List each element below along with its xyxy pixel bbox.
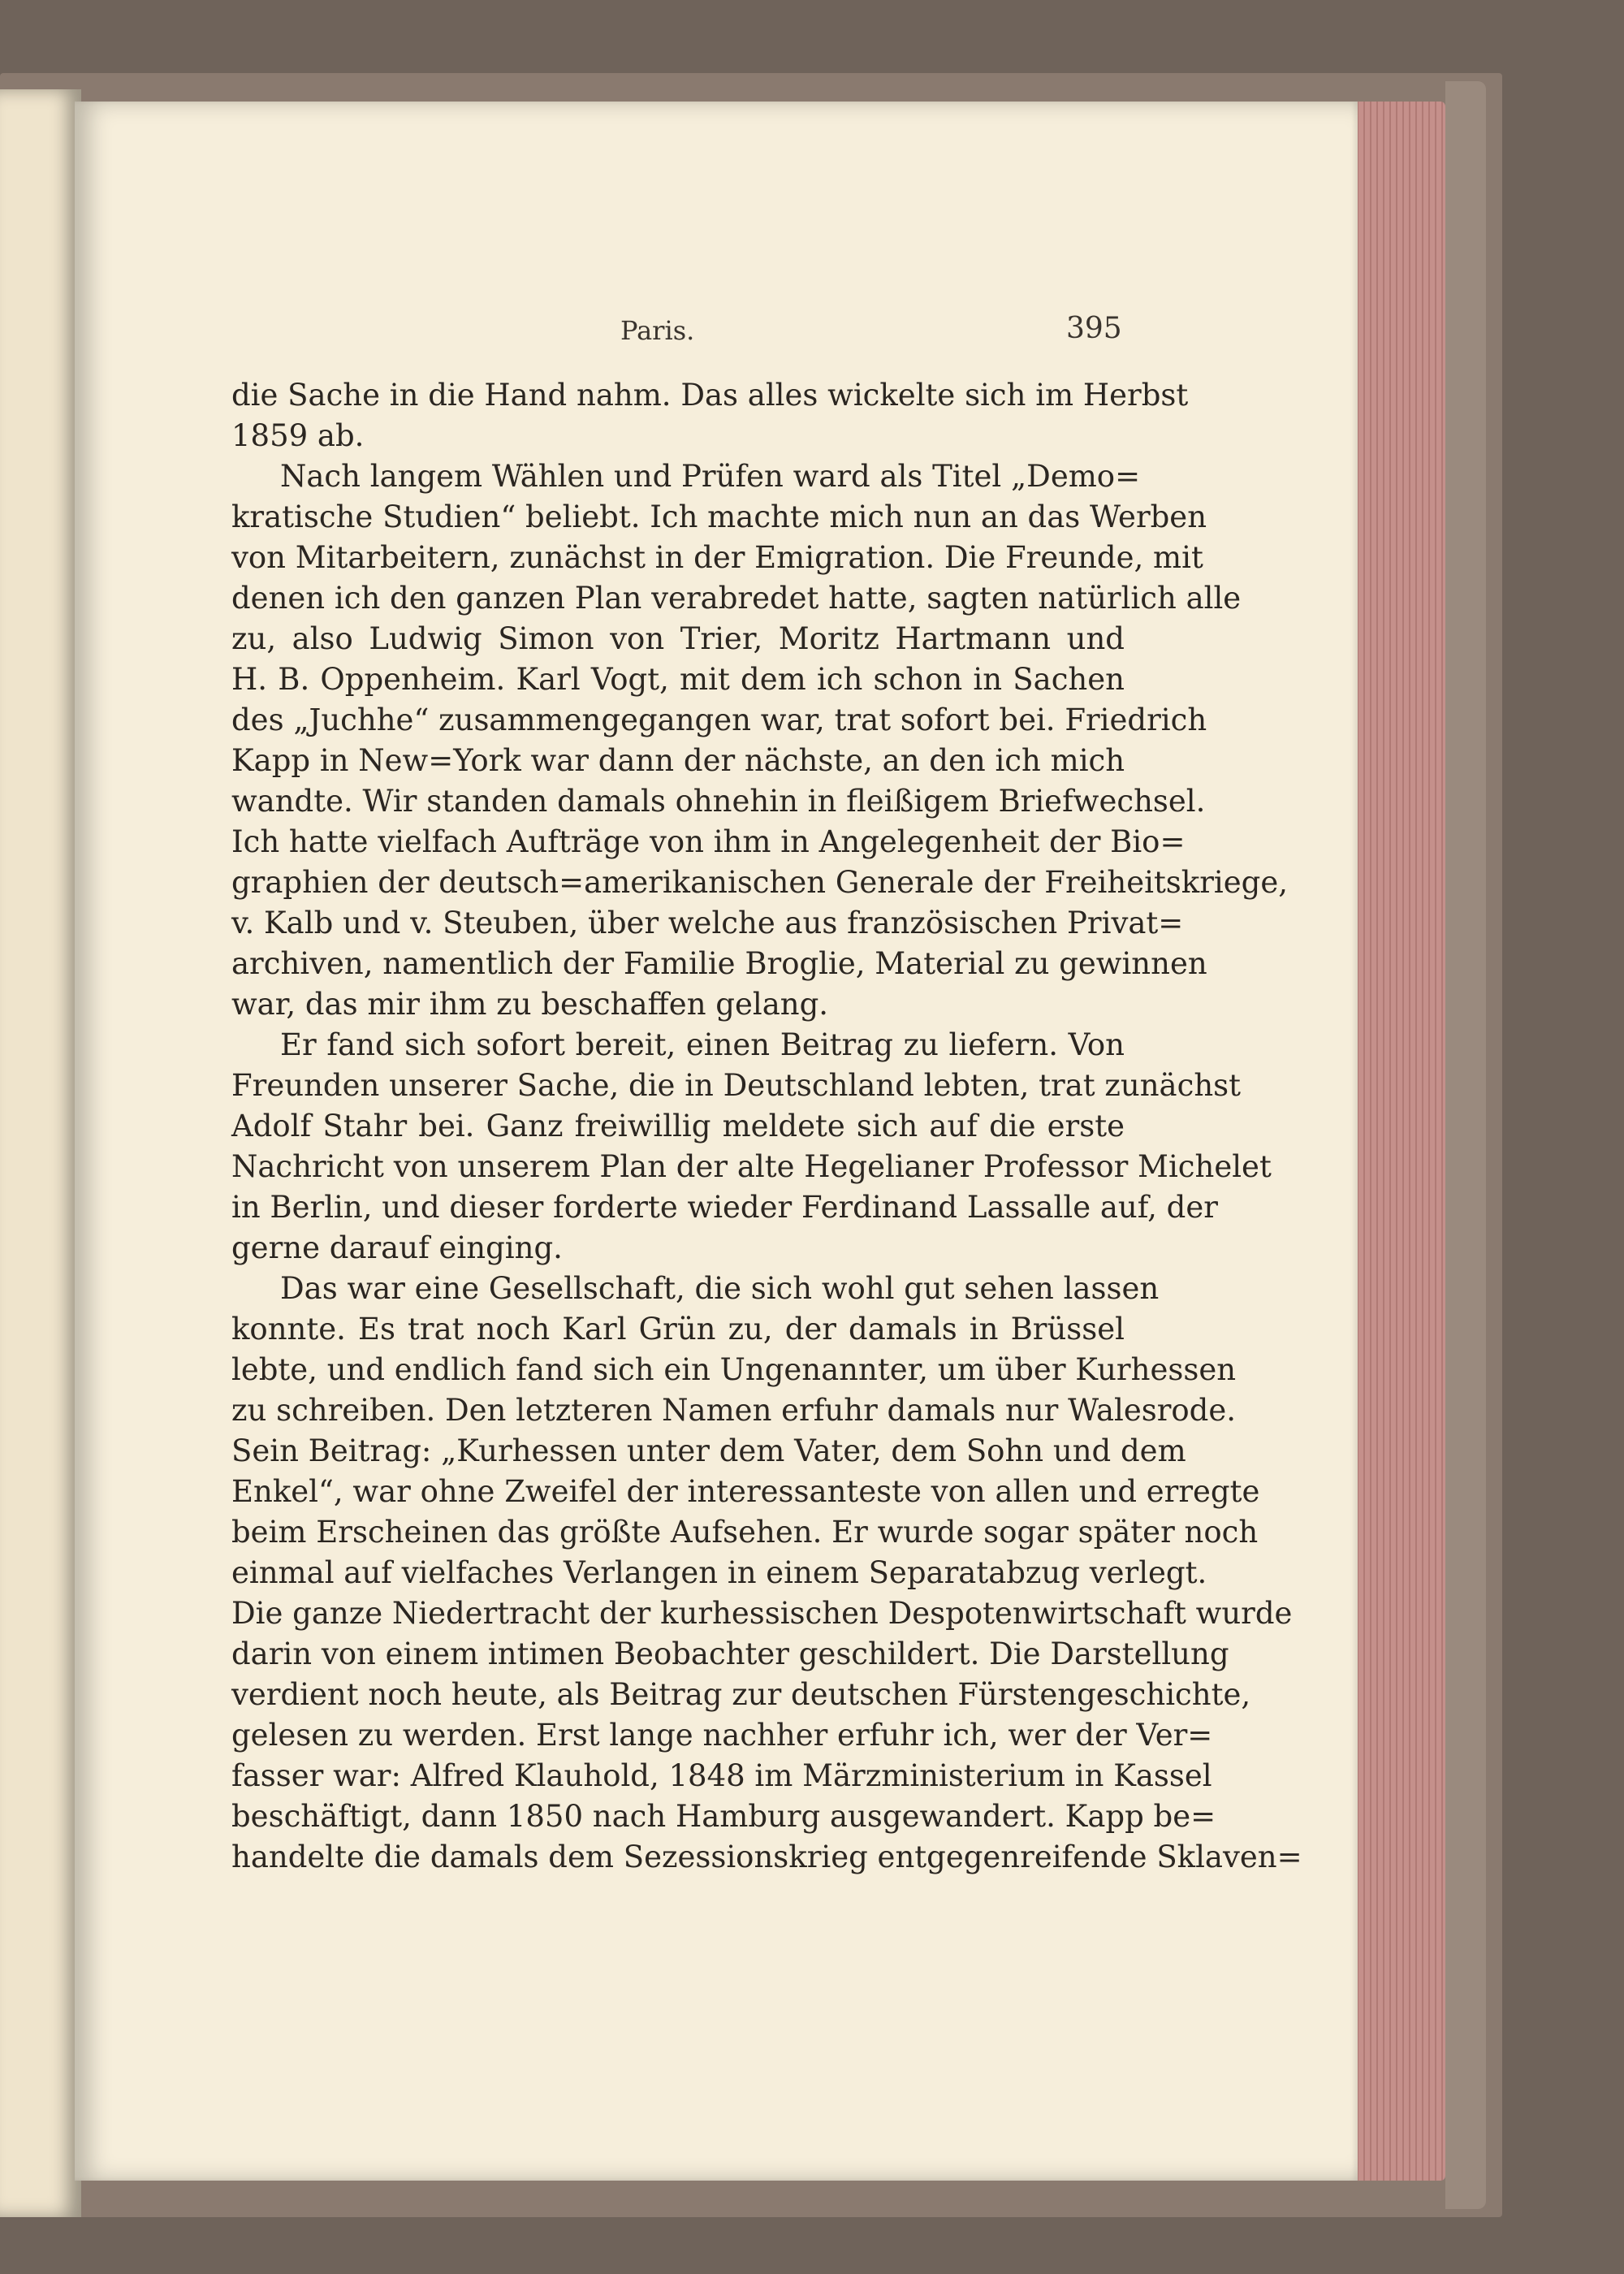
text-line: Nachricht von unserem Plan der alte Hegelianer Professor Michelet: [231, 1149, 1272, 1184]
text-line: darin von einem intimen Beobachter geschildert. Die Darstellung: [231, 1636, 1229, 1671]
text-line: archiven, namentlich der Familie Broglie, Material zu gewinnen: [231, 946, 1207, 981]
left-page-edge: [0, 89, 81, 2217]
text-line: gerne darauf einging.: [231, 1230, 563, 1265]
text-line: des „Juchhe“ zusammengegangen war, trat sofort bei. Friedrich: [231, 703, 1207, 737]
text-line: verdient noch heute, als Beitrag zur deutschen Fürstengeschichte,: [231, 1677, 1251, 1712]
running-header: Paris.: [620, 315, 695, 346]
text-line: Sein Beitrag: „Kurhessen unter dem Vater, dem Sohn und dem: [231, 1433, 1186, 1468]
text-line: Die ganze Niedertracht der kurhessischen Despotenwirtschaft wurde: [231, 1596, 1293, 1631]
text-line: handelte die damals dem Sezessionskrieg entgegenreifende Sklaven=: [231, 1840, 1302, 1874]
text-line: lebte, und endlich fand sich ein Ungenannter, um über Kurhessen: [231, 1352, 1237, 1387]
text-line: Er fand sich sofort bereit, einen Beitrag zu liefern. Von: [280, 1027, 1125, 1062]
text-line: in Berlin, und dieser forderte wieder Ferdinand Lassalle auf, der: [231, 1190, 1218, 1225]
text-line: zu schreiben. Den letzteren Namen erfuhr damals nur Walesrode.: [231, 1393, 1237, 1428]
text-line: Adolf Stahr bei. Ganz freiwillig meldete sich auf die erste: [231, 1109, 1125, 1143]
book-cover-edge: [1445, 81, 1486, 2209]
text-line: die Sache in die Hand nahm. Das alles wickelte sich im Herbst: [231, 378, 1189, 413]
text-line: konnte. Es trat noch Karl Grün zu, der damals in Brüssel: [231, 1312, 1125, 1347]
text-line: fasser war: Alfred Klauhold, 1848 im Märzministerium in Kassel: [231, 1758, 1212, 1793]
text-line: von Mitarbeitern, zunächst in der Emigration. Die Freunde, mit: [231, 540, 1203, 575]
text-line: kratische Studien“ beliebt. Ich machte mich nun an das Werben: [231, 499, 1207, 534]
text-line: beschäftigt, dann 1850 nach Hamburg ausgewandert. Kapp be=: [231, 1799, 1216, 1834]
page-edges: [1352, 102, 1445, 2181]
text-line: denen ich den ganzen Plan verabredet hatte, sagten natürlich alle: [231, 581, 1242, 616]
text-line: einmal auf vielfaches Verlangen in einem Separatabzug verlegt.: [231, 1555, 1207, 1590]
text-line: Kapp in New=York war dann der nächste, an den ich mich: [231, 743, 1125, 778]
text-line: H. B. Oppenheim. Karl Vogt, mit dem ich schon in Sachen: [231, 662, 1125, 697]
text-line: wandte. Wir standen damals ohnehin in fleißigem Briefwechsel.: [231, 784, 1206, 819]
text-line: Ich hatte vielfach Aufträge von ihm in Angelegenheit der Bio=: [231, 824, 1186, 859]
text-line: war, das mir ihm zu beschaffen gelang.: [231, 987, 829, 1022]
text-line: 1859 ab.: [231, 418, 365, 453]
text-line: Das war eine Gesellschaft, die sich wohl gut sehen lassen: [280, 1271, 1160, 1306]
text-line: v. Kalb und v. Steuben, über welche aus französischen Privat=: [231, 906, 1184, 940]
text-line: Freunden unserer Sache, die in Deutschland lebten, trat zunächst: [231, 1068, 1242, 1103]
text-line: graphien der deutsch=amerikanischen Generale der Freiheitskriege,: [231, 865, 1288, 900]
text-line: Nach langem Wählen und Prüfen ward als Titel „Demo=: [280, 459, 1141, 494]
text-line: Enkel“, war ohne Zweifel der interessanteste von allen und erregte: [231, 1474, 1260, 1509]
text-line: zu, also Ludwig Simon von Trier, Moritz Hartmann und: [231, 621, 1125, 656]
text-line: beim Erscheinen das größte Aufsehen. Er wurde sogar später noch: [231, 1515, 1259, 1550]
text-line: gelesen zu werden. Erst lange nachher erfuhr ich, wer der Ver=: [231, 1718, 1213, 1753]
page-number: 395: [1066, 312, 1122, 345]
